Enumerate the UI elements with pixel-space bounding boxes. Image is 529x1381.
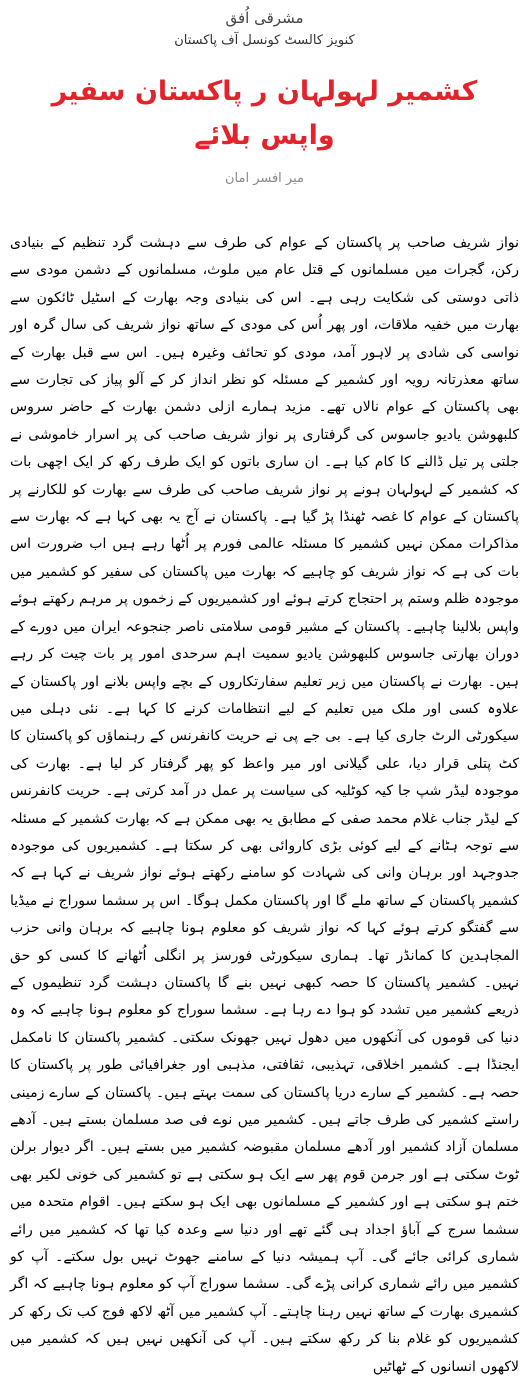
column-subtitle: کنویز کالسٹ کونسل آف پاکستان	[174, 33, 355, 48]
article-body: نواز شریف صاحب پر پاکستان کے عوام کی طرف سے دہشت گرد تنظیم کے بنیادی رکن، گجرات میں مسلمانوں کے قتل عام میں ملوث، مسلمانوں کے دشمن مودی سے ذاتی دوستی کی شکایت رہی ہے۔ اس کی بنیادی وجہ بھارت کے اسٹیل ٹائکون سے بھارت میں خفیہ ملاقات، اور پھر اُس کی مودی کے ساتھ نواز شریف کی سال گرہ اور نواسی کی شادی پر لاہور آمد، مودی کو تحائف وغیرہ ہیں۔ اس سے قبل بھارت کے ساتھ معذرتانہ رویہ اور کشمیر کے مسئلہ کو نظر انداز کر کے آلو پیاز کی تجارت سے بھی پاکستان کے عوام نالاں تھے۔ مزید ہمارے ازلی دشمن بھارت کے حاضر سروس کلبھوشن یادیو جاسوس کی گرفتاری پر نواز شریف صاحب کی پر اسرار خاموشی نے جلتی پر تیل ڈالنے کا کام کیا ہے۔ ان ساری باتوں کو ایک طرف رکھ کر ایک اچھی بات کہ کشمیر کے لہولہان ہونے پر نواز شریف صاحب کی طرف سے بھارت کو للکارنے پر پاکستان کے عوام کا غصہ ٹھنڈا پڑ گیا ہے۔ پاکستان نے آج یہ بھی کہا ہے کہ بھارت سے مذاکرات ممکن نہیں کشمیر کا مسئلہ عالمی فورم پر اُٹھا رہے ہیں اب ضرورت اس بات کی ہے کہ نواز شریف کو چاہیے کہ بھارت میں پاکستان کی سفیر کو کشمیر میں موجودہ ظلم وستم پر احتجاج کرتے ہوئے اور کشمیریوں کے زخموں پر مرہم رکھتے ہوئے واپس بلالینا چاہیے۔ پاکستان کے مشیر قومی سلامتی ناصر جنجوعہ ایران میں دورے کے دوران بھارتی جاسوس کلبھوشن یادیو سمیت اہم سرحدی امور پر بات چیت کر رہے ہیں۔ بھارت نے پاکستان میں زیر تعلیم سفارتکاروں کے بچے واپس بلانے اور پاکستان کے علاوہ کسی اور ملک میں تعلیم کے لیے انتظامات کرنے کا کہا ہے۔ نئی دہلی میں سیکورٹی الرٹ جاری کیا ہے۔ بی جے پی نے حریت کانفرنس کے رہنماؤں کو پاکستان کا کٹ پتلی قرار دیا، علی گیلانی اور میر واعظ کو پھر گرفتار کر لیا ہے۔ بھارت کی موجودہ لیڈر شپ جا کیہ کوٹلیہ کی سیاست پر عمل در آمد کرتی ہے۔ حریت کانفرنس کے لیڈر جناب غلام محمد صفی کے مطابق یہ بھی ممکن ہے کہ بھارت کشمیر کے مسئلہ سے توجہ ہٹانے کے لیے کوئی بڑی کاروائی بھی کر سکتا ہے۔ کشمیریوں کی موجودہ جدوجہد اور برہان وانی کی شہادت کو سامنے رکھتے ہوئے نواز شریف نے کہا ہے کہ کشمیر پاکستان کے ساتھ ملے گا اور پاکستان مکمل ہوگا۔ اس پر سشما سوراج نے میڈیا سے گفتگو کرتے ہوئے کہا کہ نواز شریف کو معلوم ہونا چاہیے کہ برہان وانی حزب المجاہدین کا کمانڈر تھا۔ ہماری سیکورٹی فورسز پر انگلی اُٹھانے کا کسی کو حق نہیں۔ کشمیر پاکستان کا حصہ کبھی نہیں بنے گا پاکستان دہشت گرد تنظیموں کے ذریعے کشمیر میں تشدد کو ہوا دے رہا ہے۔ سشما سوراج کو معلوم ہونا چاہیے کہ وہ دنیا کی قوموں کی آنکھوں میں دھول نہیں جھونک سکتی۔ کشمیر پاکستان کا نامکمل ایجنڈا ہے۔ کشمیر اخلاقی، تہذیبی، ثقافتی، مذہبی اور جغرافیائی طور پر پاکستان کا حصہ ہے۔ کشمیر کے سارے دریا پاکستان کی سمت بہتے ہیں۔ پاکستان کے سارے زمینی راستے کشمیر کی طرف جاتے ہیں۔ کشمیر میں نوے فی صد مسلمان بستے ہیں۔ آدھے مسلمان آزاد کشمیر اور آدھے مسلمان مقبوضہ کشمیر میں بستے ہیں۔ اگر دیوار برلن ٹوٹ سکتی ہے اور جرمن قوم پھر سے ایک ہو سکتی ہے تو کشمیر کی خونی لکیر بھی ختم ہو سکتی ہے اور کشمیر کے مسلمانوں بھی ایک ہو سکتے ہیں۔ اقوام متحدہ میں سشما سرج کے آباؤ اجداد ہی گئے تھے اور دنیا سے وعدہ کیا تھا کہ کشمیر میں رائے شماری کرائی جائے گی۔ آپ ہمیشہ دنیا کے سامنے جھوٹ نہیں بول سکتے۔ آپ کو کشمیر میں رائے شماری کرانی پڑے گی۔ سشما سوراج آپ کو معلوم ہونا چاہیے کہ اگر کشمیری بھارت کے ساتھ نہیں رہنا چاہتے۔ آپ کشمیر میں آٹھ لاکھ فوج کب تک رکھ کر کشمیریوں کو غلام بنا کر رکھ سکتے ہیں۔ آپ کی آنکھیں نہیں ہیں کہ کشمیر میں لاکھوں انسانوں کے ٹھاٹیں	[10, 235, 519, 1375]
column-name: مشرقی اُفق	[225, 9, 304, 27]
article-headline: کشمیر لہولہان ر پاکستان سفیر واپس بلائے	[51, 76, 478, 151]
author-byline: میر افسر امان	[224, 171, 304, 186]
